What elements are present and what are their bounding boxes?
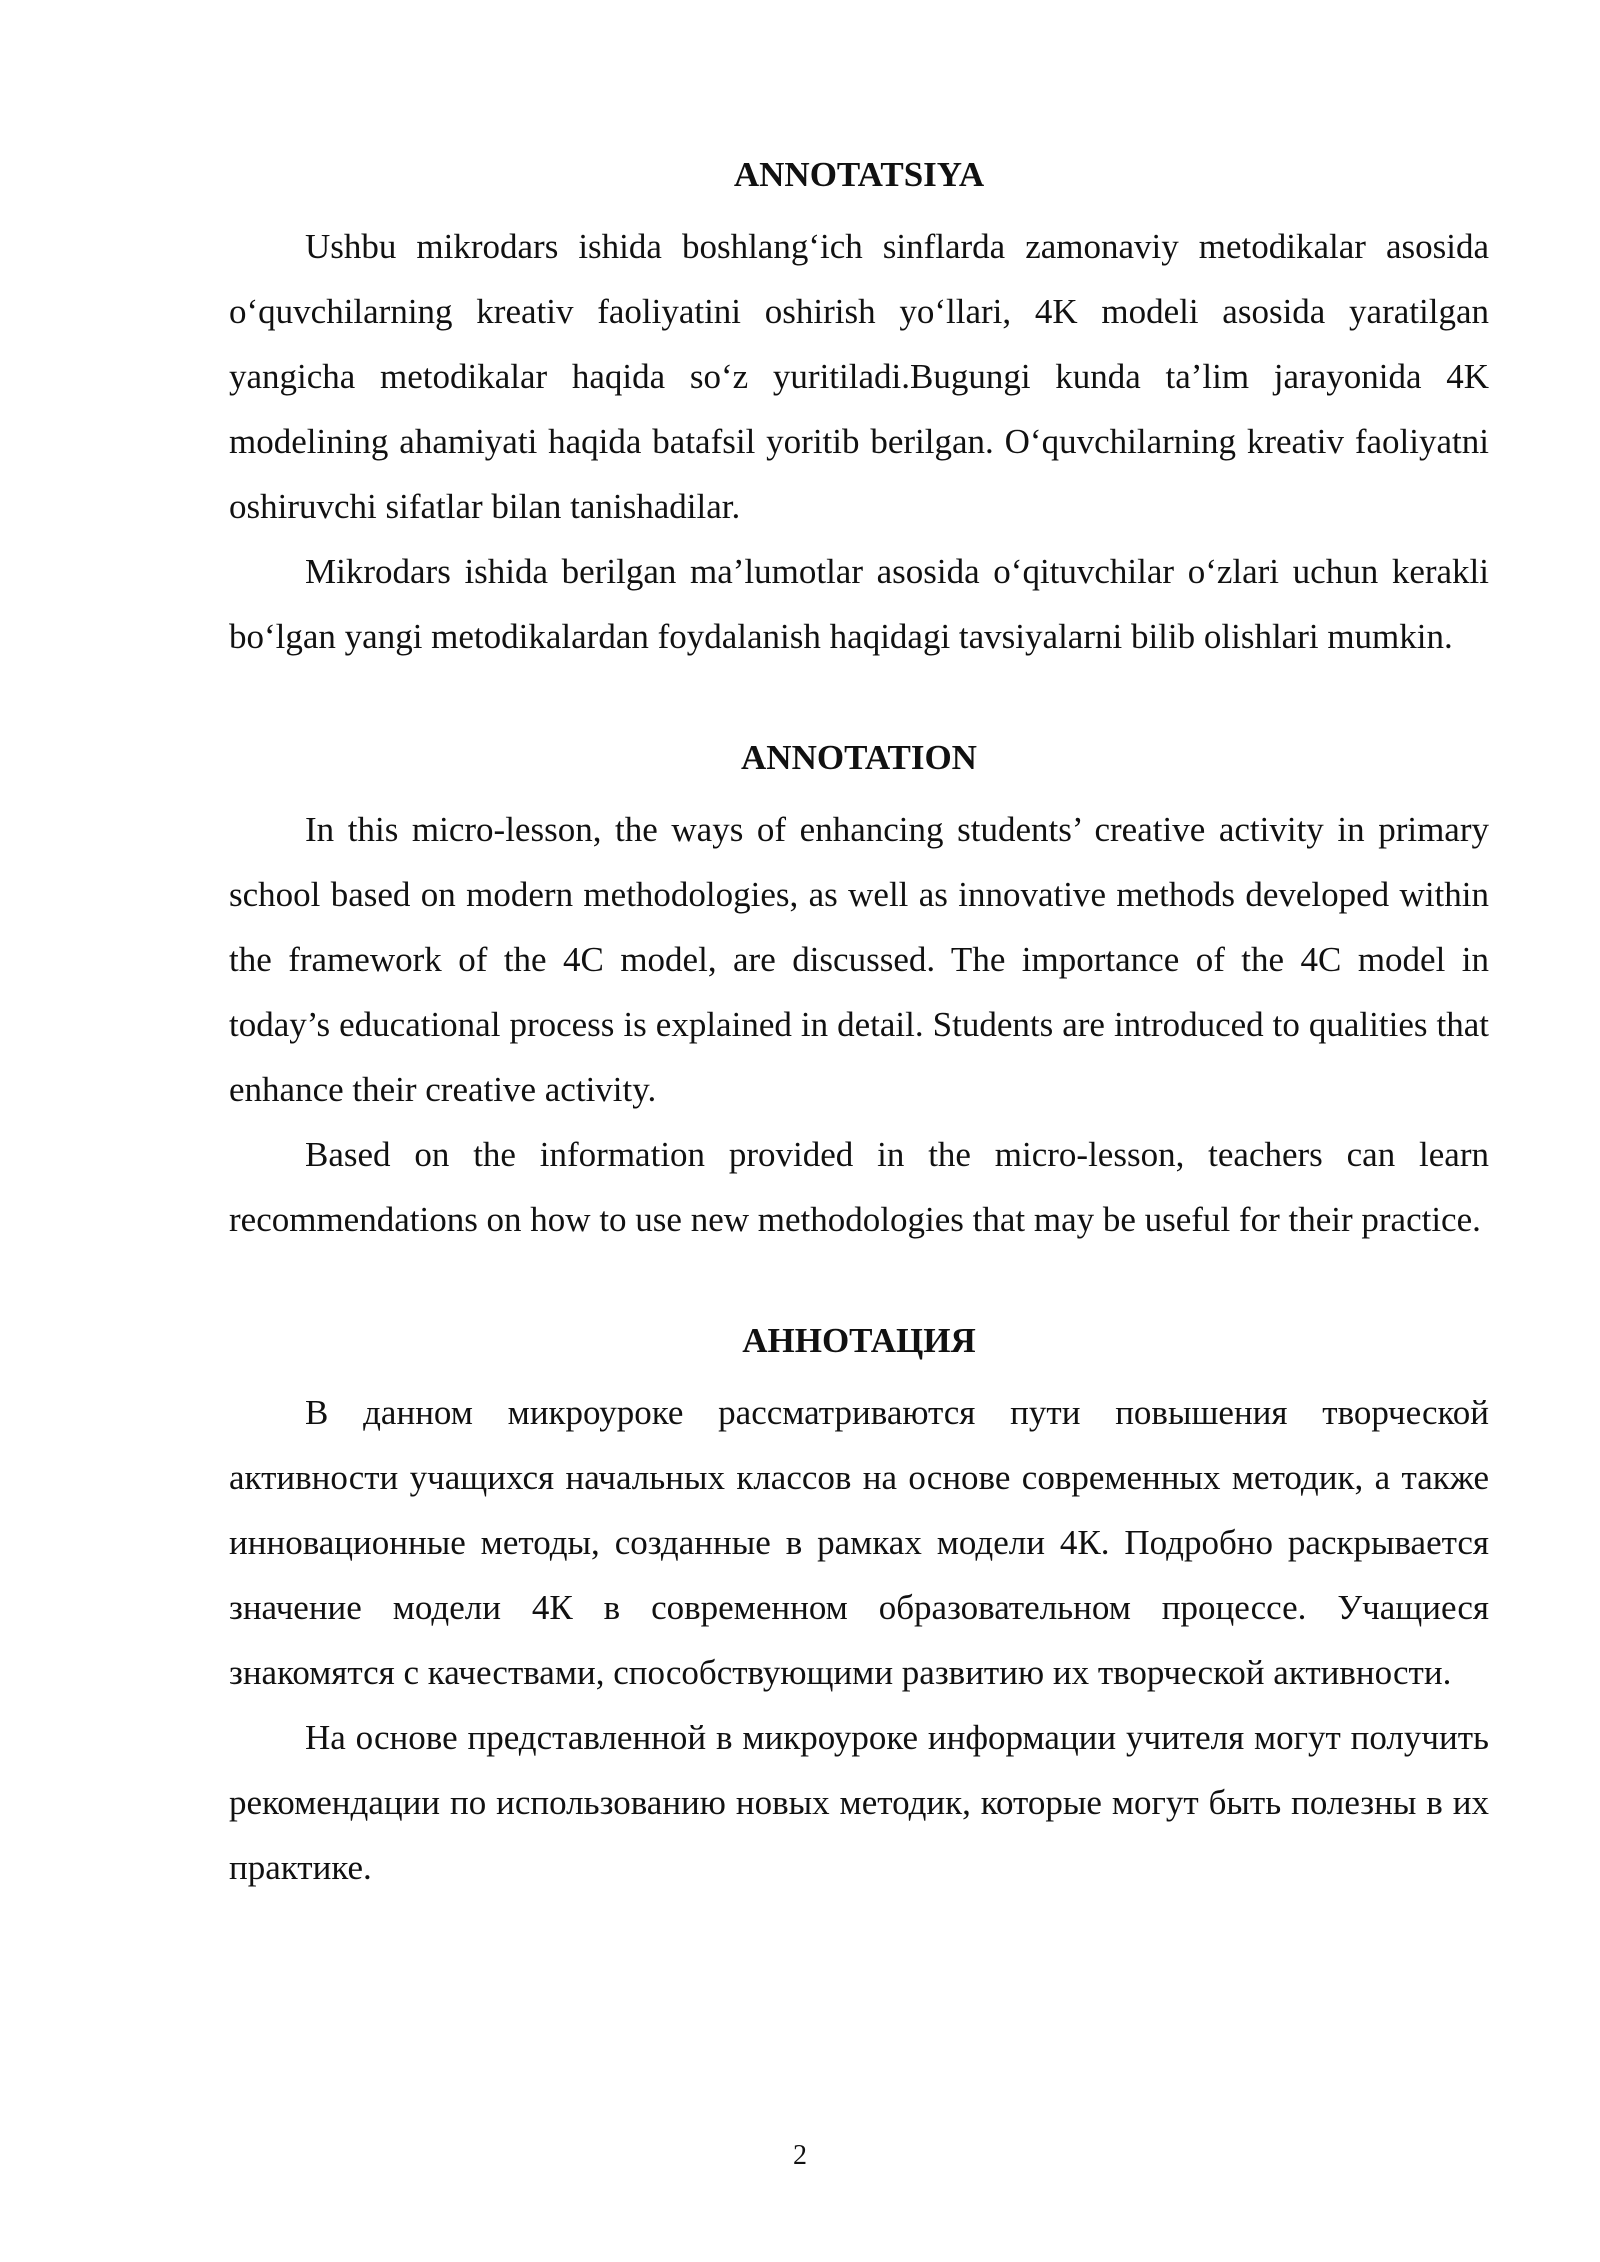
paragraph: Ushbu mikrodars ishida boshlang‘ich sinflarda zamonaviy metodikalar asosida o‘quvchilarning kreativ faoliyatini oshirish yo‘llari, 4K modeli asosida yaratilgan yangicha metodikalar haqida so‘z yuritiladi.Bugungi kunda ta’lim jarayonida 4K modelining ahamiyati haqida batafsil yoritib berilgan. O‘quvchilarning kreativ faoliyatni oshiruvchi sifatlar bilan tanishadilar. [229,227,1489,526]
section-annotation-english [229,731,1489,1252]
section-annotatsiya-uzbek [229,148,1489,669]
section-title-annotatsiya-ru: АННОТАЦИЯ [742,1321,976,1360]
document-page [229,148,1489,1900]
section-title-annotatsiya: ANNOTATSIYA [733,155,985,194]
paragraph: Based on the information provided in the micro-lesson, teachers can learn recommendations on how to use new methodologies that may be useful for their practice. [229,1135,1489,1239]
section-annotatsiya-russian [229,1314,1489,1900]
paragraph: In this micro-lesson, the ways of enhancing students’ creative activity in primary school based on modern methodologies, as well as innovative methods developed within the framework of the 4C model, are discussed. The importance of the 4C model in today’s educational process is explained in detail. Students are introduced to qualities that enhance their creative activity. [229,810,1489,1109]
page-number: 2 [793,2140,807,2171]
paragraph: Mikrodars ishida berilgan ma’lumotlar asosida o‘qituvchilar o‘zlari uchun kerakli bo‘lgan yangi metodikalardan foydalanish haqidagi tavsiyalarni bilib olishlari mumkin. [229,552,1489,656]
section-title-annotation: ANNOTATION [741,738,977,777]
paragraph: В данном микроуроке рассматриваются пути повышения творческой активности учащихся начальных классов на основе современных методик, а также инновационные методы, созданные в рамках модели 4К. Подробно раскрывается значение модели 4К в современном образовательном процессе. Учащиеся знакомятся с качествами, способствующими развитию их творческой активности. [229,1393,1489,1692]
paragraph: На основе представленной в микроуроке информации учителя могут получить рекомендации по использованию новых методик, которые могут быть полезны в их практике. [229,1718,1489,1887]
